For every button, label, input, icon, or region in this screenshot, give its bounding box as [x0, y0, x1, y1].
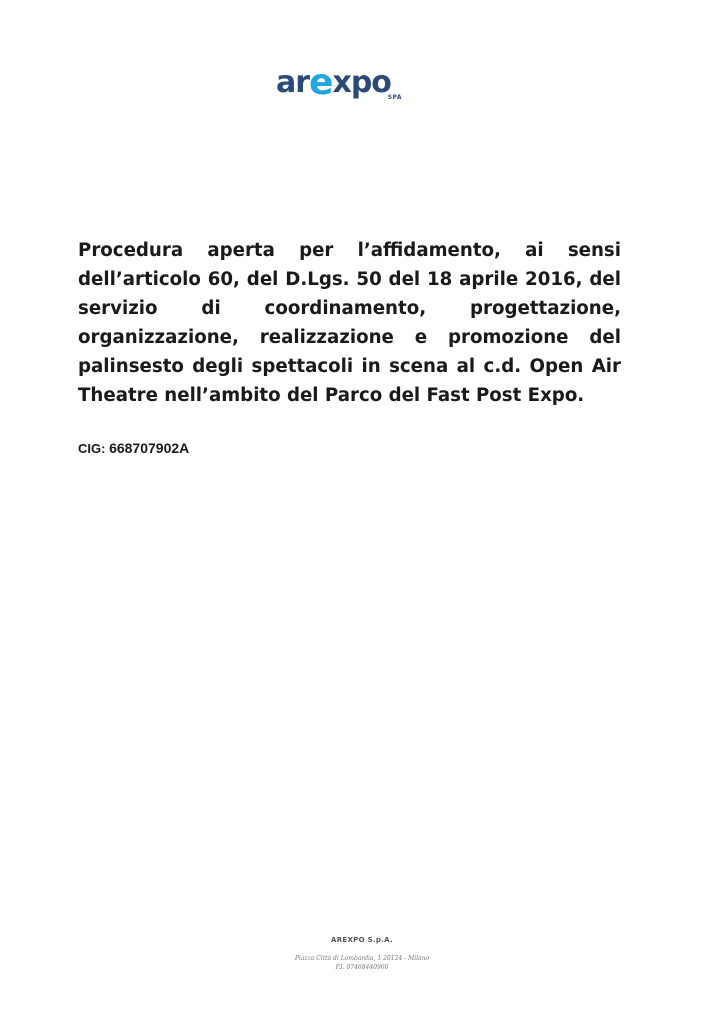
footer-vat: P.I. 07468440966 [335, 964, 389, 971]
cig-code: 668707902A [109, 440, 190, 456]
logo-wordmark [276, 62, 391, 102]
logo-text-left: ar [276, 65, 310, 100]
cig-label: CIG: [78, 441, 106, 456]
cig-line [78, 440, 189, 456]
footer-company: AREXPO S.p.A. [331, 936, 393, 944]
footer-address: Piazza Città di Lombardia, 1 20124 - Milano [294, 955, 430, 962]
logo-text-right: xpo [332, 65, 391, 100]
logo-text-accent: e [309, 62, 333, 103]
page-footer [0, 936, 724, 972]
logo-suffix: SPA [387, 94, 402, 101]
document-title: Procedura aperta per l’affidamento, ai sensi dell’articolo 60, del D.Lgs. 50 del 18 aprile 2016, del servizio di coordinamento, progettazione, organizzazione, realizzazione e promozione del palinsesto degli spettacoli in scena al c.d. Open Air Theatre nell’ambito del Parco del Fast Post Expo. [78, 240, 621, 406]
arexpo-logo [276, 62, 408, 106]
